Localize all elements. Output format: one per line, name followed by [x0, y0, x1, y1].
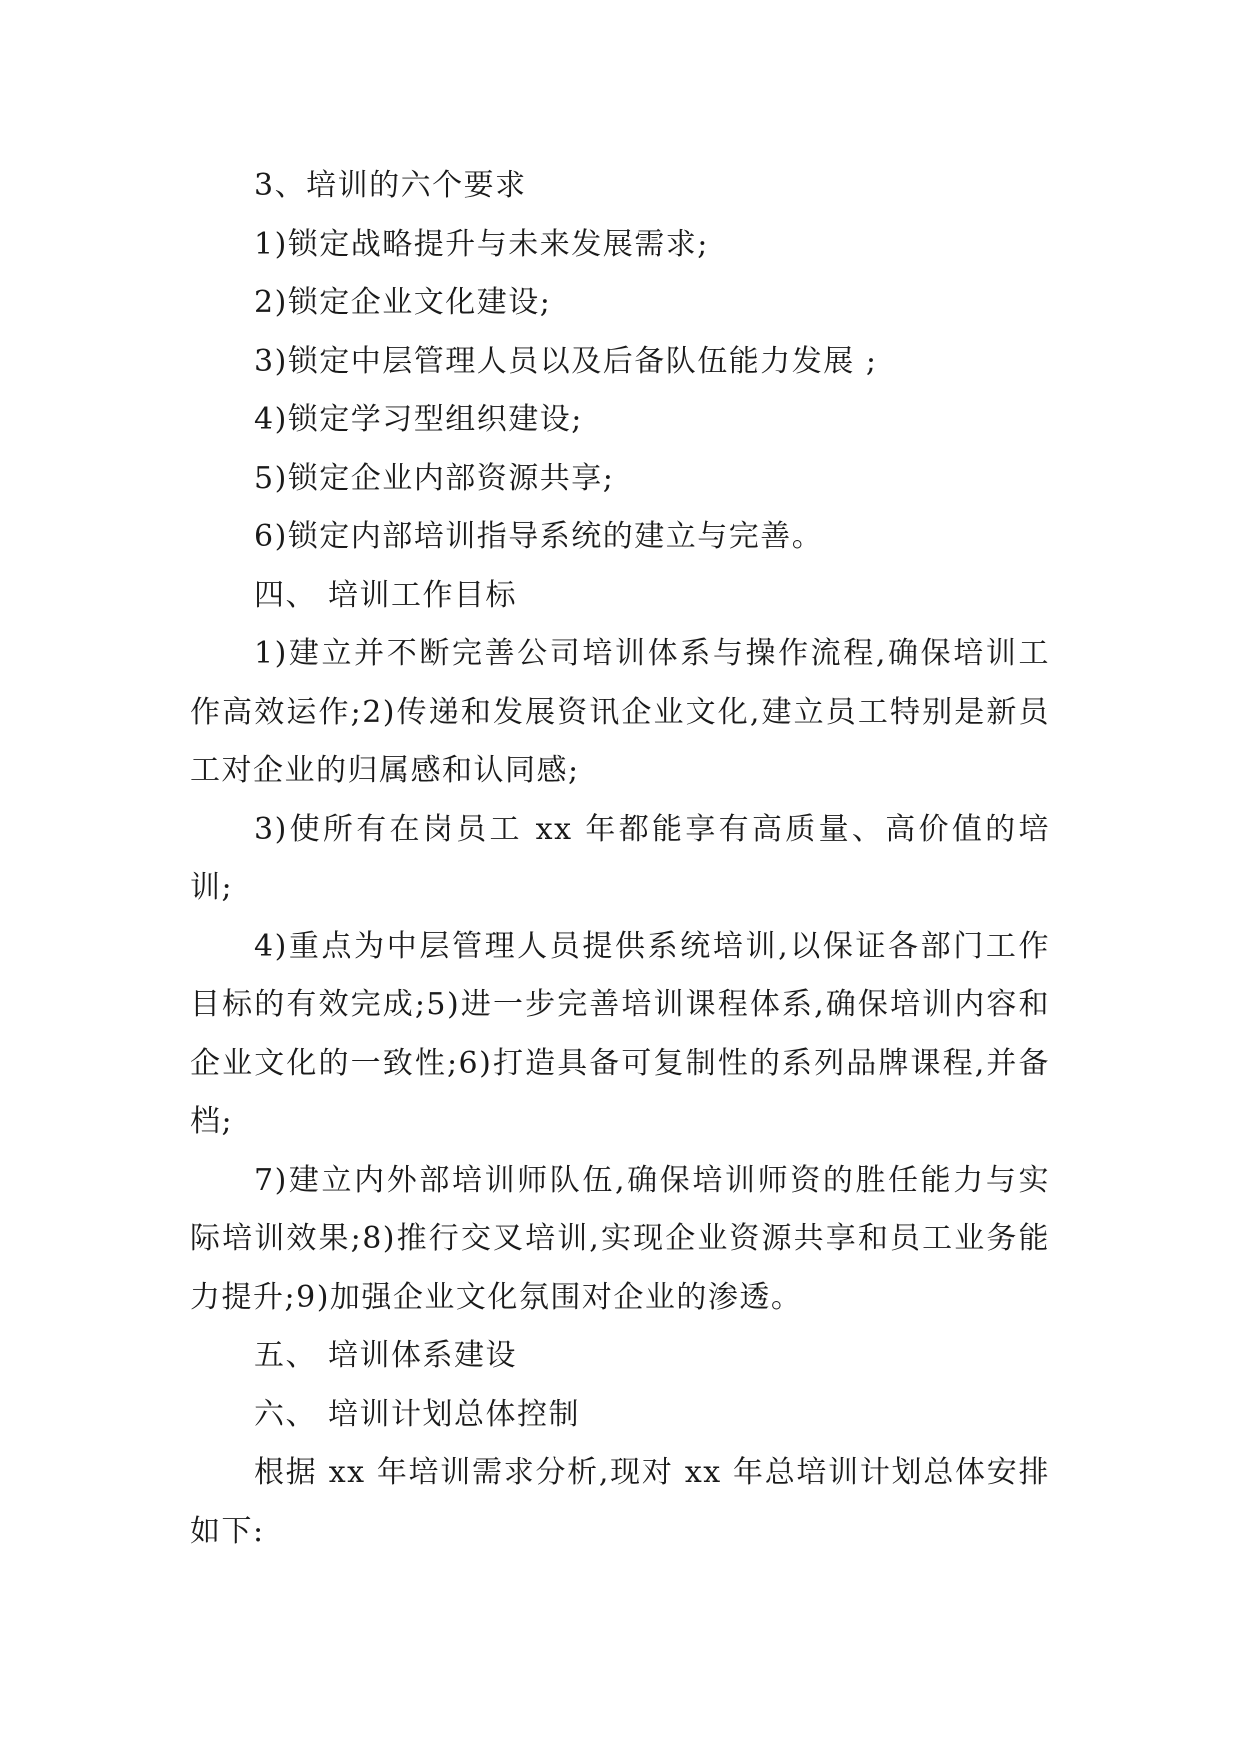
paragraph: 3)使所有在岗员工 xx 年都能享有高质量、高价值的培训; — [190, 811, 1050, 905]
list-item: 5)锁定企业内部资源共享; — [254, 460, 615, 496]
paragraph: 4)重点为中层管理人员提供系统培训,以保证各部门工作目标的有效完成;5)进一步完善培训课程体系,确保培训内容和企业文化的一致性;6)打造具备可复制性的系列品牌课程,并备档; — [190, 928, 1050, 1139]
list-item: 1)锁定战略提升与未来发展需求; — [254, 226, 709, 262]
section-heading-requirements: 3、培训的六个要求 — [254, 168, 527, 203]
list-item: 2)锁定企业文化建设; — [254, 285, 552, 320]
paragraph: 1)建立并不断完善公司培训体系与操作流程,确保培训工作高效运作;2)传递和发展资讯企业文化,建立员工特别是新员工对企业的归属感和认同感; — [190, 636, 1050, 788]
paragraph: 根据 xx 年培训需求分析,现对 xx 年总培训计划总体安排如下: — [190, 1455, 1050, 1549]
document-body — [190, 157, 1050, 1561]
section-heading-goals: 四、 培训工作目标 — [254, 577, 518, 613]
list-item: 6)锁定内部培训指导系统的建立与完善。 — [254, 519, 824, 554]
section-heading-control: 六、 培训计划总体控制 — [254, 1396, 581, 1432]
section-heading-system: 五、 培训体系建设 — [254, 1338, 518, 1373]
list-item: 4)锁定学习型组织建设; — [254, 402, 583, 437]
paragraph: 7)建立内外部培训师队伍,确保培训师资的胜任能力与实际培训效果;8)推行交叉培训,实现企业资源共享和员工业务能力提升;9)加强企业文化氛围对企业的渗透。 — [190, 1162, 1050, 1315]
list-item: 3)锁定中层管理人员以及后备队伍能力发展 ; — [254, 343, 878, 379]
